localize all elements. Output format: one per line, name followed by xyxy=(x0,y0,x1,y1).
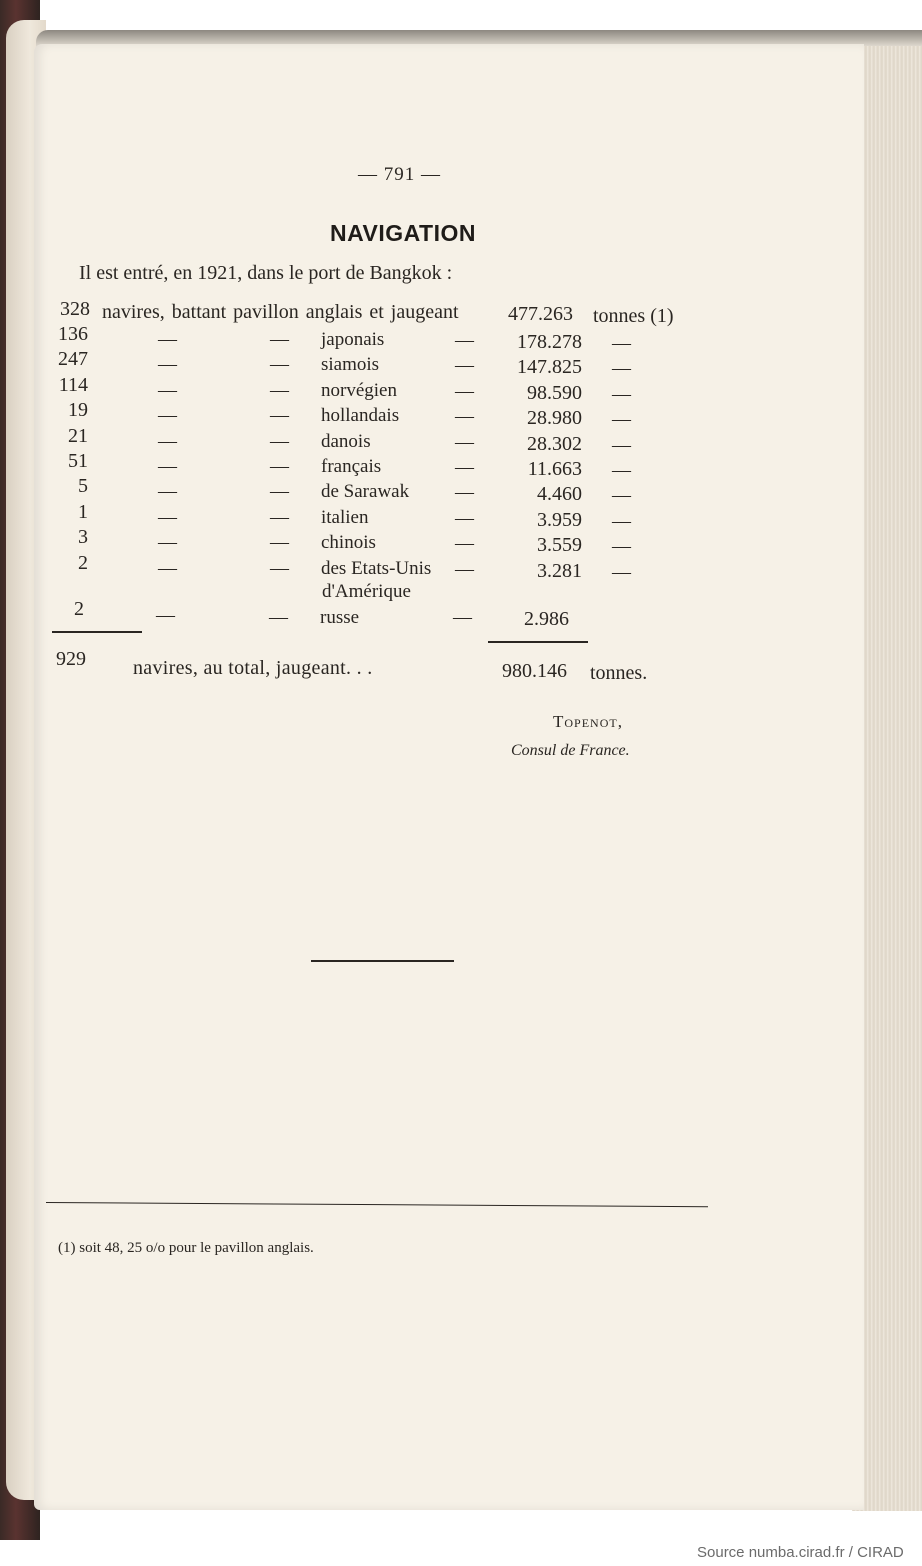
section-heading: NAVIGATION xyxy=(330,220,476,246)
flag-name: chinois xyxy=(321,532,376,553)
ditto-mark: — xyxy=(158,329,177,350)
ditto-mark: — xyxy=(455,432,474,453)
tonnage-value: 4.460 xyxy=(537,483,582,505)
ship-count: 2 xyxy=(74,598,84,620)
tonnage-value: 3.559 xyxy=(537,534,582,556)
ship-count: 3 xyxy=(78,526,88,548)
ditto-mark: — xyxy=(158,507,177,528)
flag-name: siamois xyxy=(321,354,380,375)
ship-count: 2 xyxy=(78,552,88,574)
page-number: — 791 — xyxy=(358,164,441,185)
ditto-mark: — xyxy=(453,607,472,628)
tonnage-value: 28.980 xyxy=(527,407,582,429)
ditto-mark: — xyxy=(270,481,289,502)
ditto-mark: — xyxy=(612,435,631,456)
intro-sentence: Il est entré, en 1921, dans le port de Bangkok : xyxy=(79,262,453,284)
ship-count: 247 xyxy=(58,348,88,370)
flag-name: italien xyxy=(321,507,369,528)
total-tonnage: 980.146 xyxy=(502,660,567,682)
flag-name: russe xyxy=(320,607,360,628)
ditto-mark: — xyxy=(270,558,289,579)
ditto-mark: — xyxy=(270,354,289,375)
tonnage-value: 11.663 xyxy=(527,458,582,480)
ditto-mark: — xyxy=(158,481,177,502)
ditto-mark: — xyxy=(158,431,177,452)
footnote: (1) soit 48, 25 o/o pour le pavillon anglais. xyxy=(58,1240,314,1256)
ditto-mark: — xyxy=(156,605,175,626)
tonnage-value: 3.959 xyxy=(537,509,582,531)
ship-count: 21 xyxy=(68,425,88,447)
ship-count: 19 xyxy=(68,399,88,421)
ditto-mark: — xyxy=(612,333,631,354)
source-credit: Source numba.cirad.fr / CIRAD xyxy=(697,1544,904,1561)
ditto-mark: — xyxy=(612,536,631,557)
first-row-text: navires, battant pavillon anglais et jaugeant xyxy=(102,301,459,323)
ditto-mark: — xyxy=(270,405,289,426)
continuation-line: d'Amérique xyxy=(322,581,411,602)
flag-name: des Etats-Unis xyxy=(321,558,432,579)
ditto-mark: — xyxy=(612,562,631,583)
tonnage-underline xyxy=(488,641,588,643)
ditto-mark: — xyxy=(158,354,177,375)
tonnage-value: 28.302 xyxy=(527,433,582,455)
ship-count: 136 xyxy=(58,323,88,345)
ditto-mark: — xyxy=(612,358,631,379)
ditto-mark: — xyxy=(612,511,631,532)
ditto-mark: — xyxy=(270,532,289,553)
ditto-mark: — xyxy=(158,532,177,553)
signature-name: Topenot, xyxy=(553,712,623,731)
total-label: navires, au total, jaugeant. . . xyxy=(133,657,373,679)
tonnage-value: 147.825 xyxy=(517,356,582,378)
ditto-mark: — xyxy=(455,406,474,427)
ditto-mark: — xyxy=(612,409,631,430)
ditto-mark: — xyxy=(270,431,289,452)
flag-name: hollandais xyxy=(321,405,400,426)
flag-name: danois xyxy=(321,431,371,452)
tonnage-value: 2.986 xyxy=(524,608,569,630)
ditto-mark: — xyxy=(158,380,177,401)
ditto-mark: — xyxy=(455,355,474,376)
ditto-mark: — xyxy=(158,405,177,426)
flag-name: norvégien xyxy=(321,380,397,401)
flag-name: de Sarawak xyxy=(321,481,410,502)
ditto-mark: — xyxy=(455,533,474,554)
tonnage-value: 3.281 xyxy=(537,560,582,582)
total-count: 929 xyxy=(56,648,86,670)
ditto-mark: — xyxy=(455,381,474,402)
tonnage-unit: tonnes (1) xyxy=(593,305,674,327)
flag-name: japonais xyxy=(321,329,385,350)
ditto-mark: — xyxy=(270,456,289,477)
signature-title: Consul de France. xyxy=(511,742,630,759)
ship-count: 114 xyxy=(58,374,88,396)
ditto-mark: — xyxy=(455,482,474,503)
ship-count: 1 xyxy=(78,501,88,523)
tonnage-value: 98.590 xyxy=(527,382,582,404)
ditto-mark: — xyxy=(270,380,289,401)
count-underline xyxy=(52,631,142,633)
ditto-mark: — xyxy=(270,329,289,350)
ditto-mark: — xyxy=(612,384,631,405)
ditto-mark: — xyxy=(270,507,289,528)
section-divider xyxy=(311,960,454,962)
tonnage-value: 477.263 xyxy=(508,303,573,325)
ditto-mark: — xyxy=(158,456,177,477)
ditto-mark: — xyxy=(612,485,631,506)
ditto-mark: — xyxy=(158,558,177,579)
ditto-mark: — xyxy=(612,460,631,481)
ditto-mark: — xyxy=(455,559,474,580)
flag-name: français xyxy=(321,456,382,477)
ditto-mark: — xyxy=(455,457,474,478)
ship-count: 328 xyxy=(60,298,90,320)
total-unit: tonnes. xyxy=(590,662,648,684)
ditto-mark: — xyxy=(269,607,288,628)
ditto-mark: — xyxy=(455,508,474,529)
ship-count: 5 xyxy=(78,475,88,497)
ditto-mark: — xyxy=(455,330,474,351)
ship-count: 51 xyxy=(68,450,88,472)
tonnage-value: 178.278 xyxy=(517,331,582,353)
